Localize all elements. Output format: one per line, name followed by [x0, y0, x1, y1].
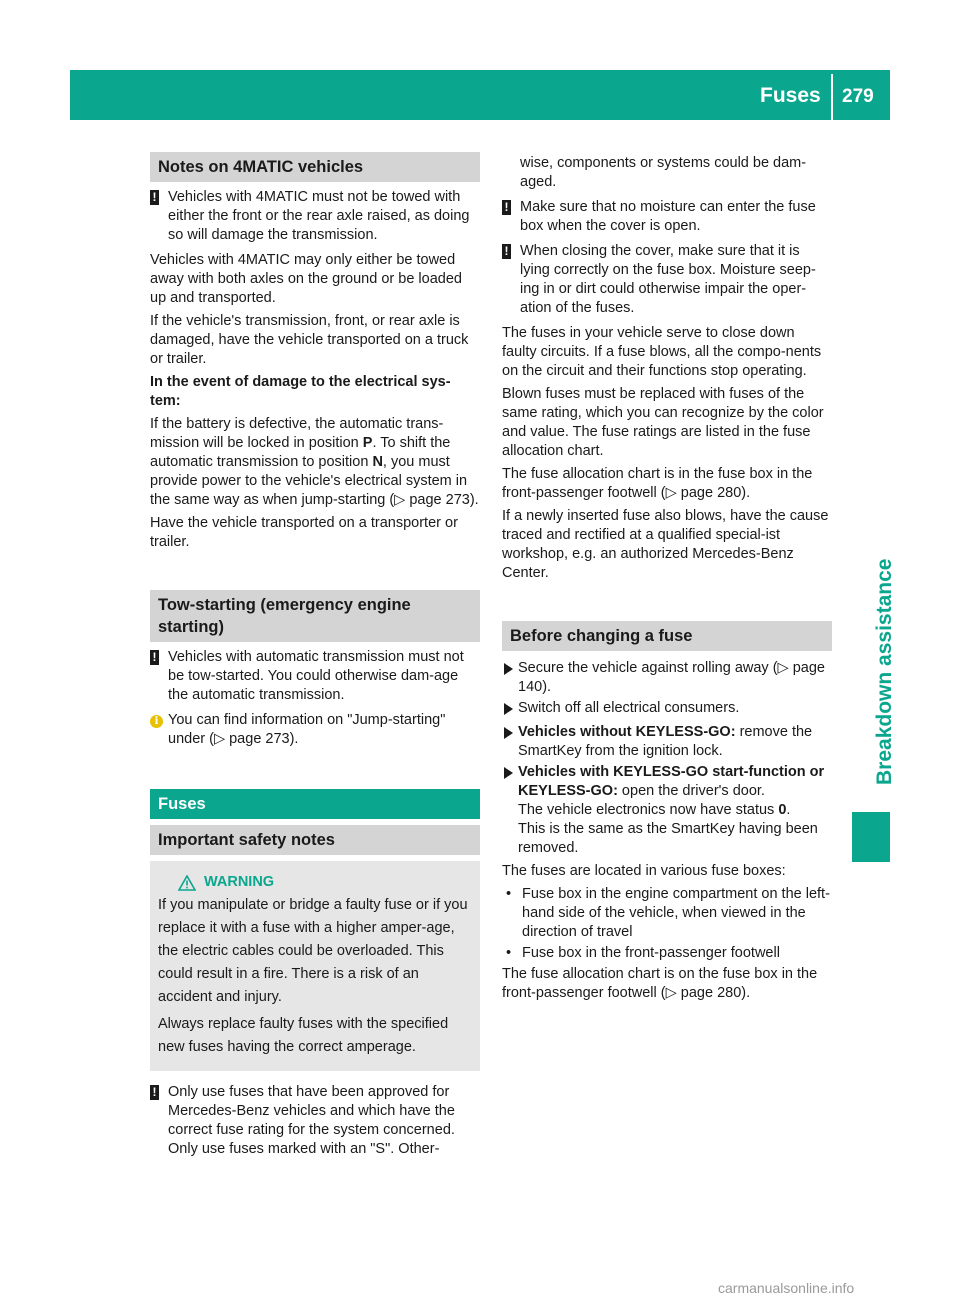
caution-text: Vehicles with 4MATIC must not be towed with either the front or the rear axle raised, as doing so will damage the transmission. [168, 189, 470, 243]
warning-box [150, 861, 480, 1071]
step-item: Vehicles with KEYLESS-GO start-function or KEYLESS-GO: open the driver's door. The vehicle electronics now have status 0. This is the same as the SmartKey having been removed. [502, 763, 832, 858]
section-heading-safety-notes: Important safety notes [150, 825, 480, 855]
step-arrow-icon [504, 727, 513, 739]
step-arrow-icon [504, 767, 513, 779]
subheading: In the event of damage to the electrical sys-tem: [150, 374, 451, 409]
step-arrow-icon [504, 703, 513, 715]
warning-text: Always replace faulty fuses with the specified new fuses having the correct amperage. [158, 1016, 449, 1055]
caution-text: Vehicles with automatic transmission must not be tow-started. You could otherwise dam-age the automatic transmission. [168, 649, 464, 703]
exclamation-icon: ! [150, 650, 159, 665]
section-heading-tow-starting: Tow-starting (emergency engine starting) [150, 590, 480, 642]
paragraph: If the battery is defective, the automatic trans-mission will be locked in position P. To shift the automatic transmission to position N, you must provide power to the vehicle's electrical system in the same way as when jump-starting (▷ page 273). [150, 416, 479, 508]
caution-note [502, 242, 832, 318]
exclamation-icon: ! [502, 200, 511, 215]
list-item: • Fuse box in the engine compartment on the left-hand side of the vehicle, when viewed in the direction of travel [502, 885, 832, 942]
exclamation-icon: ! [150, 190, 159, 205]
warning-title: WARNING [158, 871, 472, 894]
step-item: Switch off all electrical consumers. [502, 699, 832, 721]
warning-text: If you manipulate or bridge a faulty fuse or if you replace it with a fuse with a higher amper-age, the electric cables could be overloaded. This could result in a fire. There is a risk of an accident and injury. [158, 897, 468, 1005]
caution-continued: wise, components or systems could be dam-aged. [520, 155, 807, 190]
info-text: You can find information on "Jump-starting" under (▷ page 273). [168, 712, 446, 747]
paragraph: Have the vehicle transported on a transporter or trailer. [150, 515, 458, 550]
list-item: • Fuse box in the front-passenger footwell [502, 944, 832, 963]
chapter-tab-label: Breakdown assistance [873, 558, 896, 785]
paragraph: The fuse allocation chart is in the fuse box in the front-passenger footwell (▷ page 280). [502, 466, 813, 501]
running-title: Fuses [760, 84, 821, 107]
caution-note [150, 1083, 480, 1159]
caution-note [502, 198, 832, 236]
caution-text: Make sure that no moisture can enter the fuse box when the cover is open. [520, 199, 816, 234]
paragraph: The fuses are located in various fuse boxes: [502, 863, 786, 879]
bullet-dot: • [506, 945, 512, 961]
watermark: carmanualsonline.info [718, 1280, 855, 1296]
section-heading-4matic: Notes on 4MATIC vehicles [150, 152, 480, 182]
info-icon: i [150, 715, 163, 728]
caution-note [150, 188, 480, 245]
info-note [150, 711, 480, 749]
header-divider [831, 74, 833, 120]
section-heading-before-changing: Before changing a fuse [502, 621, 832, 651]
chapter-tab-marker [852, 812, 890, 862]
step-arrow-icon [504, 663, 513, 675]
step-item: Vehicles without KEYLESS-GO: remove the SmartKey from the ignition lock. [502, 723, 832, 761]
paragraph: If a newly inserted fuse also blows, have the cause traced and rectified at a qualified special-ist workshop, e.g. an authorized Mercedes-Benz Center. [502, 508, 829, 581]
exclamation-icon: ! [150, 1085, 159, 1100]
step-item: Secure the vehicle against rolling away (▷ page 140). [502, 659, 832, 697]
caution-text: When closing the cover, make sure that it is lying correctly on the fuse box. Moisture seep-ing in or dirt could otherwise impair the oper-ation of the fuses. [520, 243, 816, 316]
bullet-dot: • [506, 886, 512, 902]
paragraph: Vehicles with 4MATIC may only either be towed away with both axles on the ground or be loaded up and transported. [150, 252, 462, 306]
paragraph: The fuses in your vehicle serve to close down faulty circuits. If a fuse blows, all the compo-nents on the circuit and their functions stop operating. [502, 325, 822, 379]
exclamation-icon: ! [502, 244, 511, 259]
paragraph: Blown fuses must be replaced with fuses of the same rating, which you can recognize by the color and value. The fuse ratings are listed in the fuse allocation chart. [502, 386, 824, 459]
chapter-heading-fuses: Fuses [150, 789, 480, 819]
caution-note [150, 648, 480, 705]
caution-text: Only use fuses that have been approved for Mercedes-Benz vehicles and which have the correct fuse rating for the system concerned. Only use fuses marked with an "S". Other- [168, 1084, 455, 1157]
page-number: 279 [842, 86, 874, 107]
right-column [502, 154, 832, 1007]
left-column [150, 152, 480, 1165]
paragraph: The fuse allocation chart is on the fuse box in the front-passenger footwell (▷ page 280). [502, 966, 818, 1001]
paragraph: If the vehicle's transmission, front, or rear axle is damaged, have the vehicle transported on a truck or trailer. [150, 313, 469, 367]
warning-triangle-icon [178, 875, 196, 891]
